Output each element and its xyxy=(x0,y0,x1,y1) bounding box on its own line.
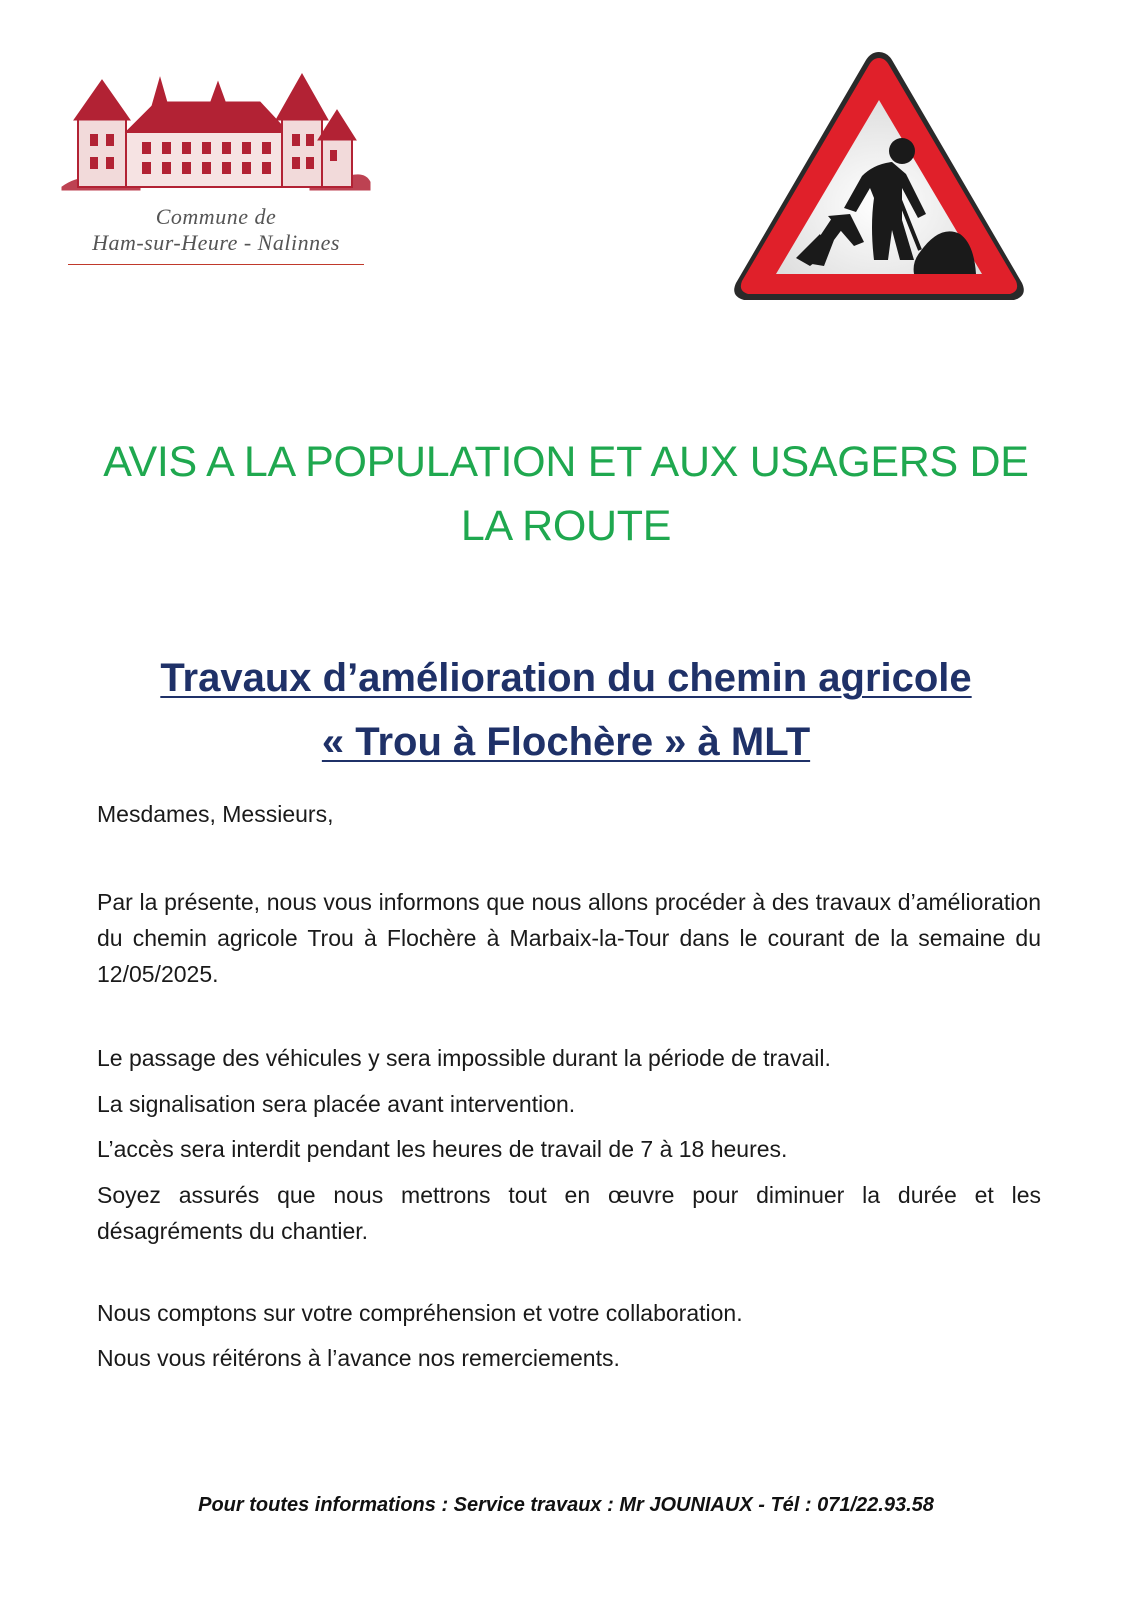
greeting: Mesdames, Messieurs, xyxy=(97,801,334,827)
paragraph-hours: L’accès sera interdit pendant les heures de travail de 7 à 18 heures. xyxy=(97,1136,788,1162)
intro-paragraph: Par la présente, nous vous informons que nous allons procéder à des travaux d’amélioration du chemin agricole Trou à Flochère à Marbaix-la-Tour dans le courant de la semaine du 12/05/2025. xyxy=(97,889,1041,987)
logo-text-line1: Commune de xyxy=(155,204,277,229)
paragraph-thanks: Nous vous réitérons à l’avance nos remerciements. xyxy=(97,1345,620,1371)
paragraph-assurance: Soyez assurés que nous mettrons tout en œuvre pour diminuer la durée et les désagréments du chantier. xyxy=(97,1182,1041,1244)
road-works-warning-icon xyxy=(724,38,1034,316)
paragraph-signage: La signalisation sera placée avant intervention. xyxy=(97,1091,576,1117)
castle-icon xyxy=(60,62,372,197)
logo-text-line2: Ham-sur-Heure - Nalinnes xyxy=(92,230,340,255)
paragraph-understanding: Nous comptons sur votre compréhension et votre collaboration. xyxy=(97,1300,743,1326)
notice-title xyxy=(80,430,1052,558)
contact-footer: Pour toutes informations : Service travaux : Mr JOUNIAUX - Tél : 071/22.93.58 xyxy=(198,1494,934,1516)
subject-line1: Travaux d’amélioration du chemin agricole xyxy=(160,656,972,700)
paragraph-access: Le passage des véhicules y sera impossible durant la période de travail. xyxy=(97,1045,831,1071)
subject-heading xyxy=(60,646,1072,774)
notice-title-line1: AVIS A LA POPULATION ET AUX USAGERS DE xyxy=(103,438,1029,486)
logo-divider xyxy=(68,264,364,265)
notice-title-line2: LA ROUTE xyxy=(460,502,672,550)
subject-line2: « Trou à Flochère » à MLT xyxy=(321,720,811,764)
commune-logo xyxy=(60,62,372,272)
